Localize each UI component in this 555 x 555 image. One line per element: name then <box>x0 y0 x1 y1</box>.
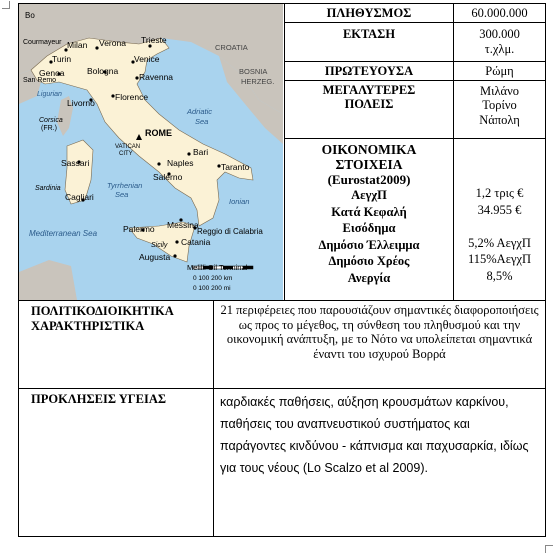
label-vatican: VATICAN <box>115 144 141 150</box>
label-tyrrhenian-sea: Sea <box>115 190 129 199</box>
label-naples: Naples <box>167 158 194 168</box>
economic-heading-line2: ΣΤΟΙΧΕΙΑ <box>335 157 403 173</box>
population-label: ΠΛΗΘΥΣΜΟΣ <box>285 4 454 23</box>
largest-cities-value <box>454 80 546 139</box>
largest-cities-label-line1: ΜΕΓΑΛΥΤΕΡΕΣ <box>322 82 416 97</box>
economic-data-label <box>285 139 454 301</box>
label-taranto: Taranto <box>221 162 250 172</box>
capital-value: Ρώμη <box>454 61 546 80</box>
label-fr: (FR.) <box>41 125 57 132</box>
largest-cities-label-line2: ΠΟΛΕΙΣ <box>344 97 394 112</box>
label-tyrrhenian: Tyrrhenian <box>107 181 143 190</box>
population-value: 60.000.000 <box>454 4 546 23</box>
label-salerno: Salerno <box>153 172 183 182</box>
health-label: ΠΡΟΚΛΗΣΕΙΣ ΥΓΕΙΑΣ <box>19 389 214 537</box>
page-corner-mark <box>2 1 10 9</box>
economic-heading-line1: ΟΙΚΟΝΟΜΙΚΑ <box>321 142 417 158</box>
economic-item-value: 34.955 € <box>477 202 522 217</box>
label-sardinia: Sardinia <box>35 185 61 192</box>
largest-cities-label <box>285 80 454 139</box>
economic-source: (Eurostat2009) <box>327 172 411 188</box>
label-venice: Venice <box>134 54 160 64</box>
economic-item-value: 115%ΑεγχΠ <box>467 252 532 267</box>
economic-item-label: ΑεγχΠ <box>351 188 387 203</box>
label-corsica: Corsica <box>39 117 63 124</box>
label-cagliari: Cagliari <box>65 192 94 202</box>
label-milan: Milan <box>67 40 88 50</box>
label-livorno: Livorno <box>67 98 95 108</box>
label-trieste: Trieste <box>141 35 167 45</box>
label-rome: ROME <box>145 128 172 138</box>
label-sanremo: San Remo <box>23 77 57 84</box>
area-value-number: 300.000 <box>479 27 520 42</box>
capital-label: ΠΡΩΤΕΥΟΥΣΑ <box>285 61 454 80</box>
admin-label-line1: ΠΟΛΙΤΙΚΟΔΙΟΙΚΗΤΙΚΑ <box>31 304 174 318</box>
admin-label-line2: ΧΑΡΑΚΤΗΡΙΣΤΙΚΑ <box>31 318 145 333</box>
label-herzeg: HERZEG. <box>241 77 275 86</box>
city-item: Τορίνο <box>482 98 517 113</box>
label-croatia: CROATIA <box>215 43 248 52</box>
label-bo: Bo <box>25 11 35 20</box>
label-adriatic-sea: Sea <box>195 117 209 126</box>
label-catania: Catania <box>181 237 211 247</box>
label-ionian: Ionian <box>229 197 250 206</box>
economic-data-values <box>454 139 546 301</box>
label-sicily: Sicily <box>151 242 168 249</box>
country-info-table <box>18 3 546 537</box>
label-bologna: Bologna <box>87 66 119 76</box>
area-value <box>454 23 546 61</box>
label-bosnia: BOSNIA <box>239 67 268 76</box>
economic-item-value: 5,2% ΑεγχΠ <box>468 235 531 250</box>
economic-item-label: Κατά Κεφαλή <box>331 204 407 219</box>
label-florence: Florence <box>115 92 149 102</box>
label-palermo: Palermo <box>123 224 155 234</box>
economic-item-value: 8,5% <box>486 268 513 283</box>
label-courmayeur: Courmayeur <box>23 39 62 46</box>
label-bari: Bari <box>193 147 209 157</box>
label-city: CITY <box>119 151 133 157</box>
economic-item-label: Δημόσιο Χρέος <box>328 254 410 269</box>
label-adriatic: Adriatic <box>187 107 213 116</box>
city-item: Νάπολη <box>479 112 520 127</box>
label-turin: Turin <box>52 54 72 64</box>
label-genoa: Genoa <box>39 68 65 78</box>
italy-map <box>19 4 285 301</box>
label-ravenna: Ravenna <box>139 72 174 82</box>
area-label: ΕΚΤΑΣΗ <box>285 23 454 61</box>
admin-label <box>19 301 214 389</box>
label-verona: Verona <box>99 38 126 48</box>
health-value: καρδιακές παθήσεις, αύξηση κρουσμάτων καρκίνου, παθήσεις του αναπνευστικού συστήματος και παράγοντες κινδύνου - κάπνισμα και παχυσαρκία, ιδίως για τους νέους (Lo Scalzo et al 2009). <box>214 389 546 537</box>
label-melilli: Melilli Oil Terminal <box>187 263 248 272</box>
label-messina: Messina <box>167 220 199 230</box>
label-augusta: Augusta <box>139 252 171 262</box>
label-ligurian: Ligurian <box>37 91 62 98</box>
economic-item-value: 1,2 τρις € <box>475 186 524 201</box>
label-scale-mi: 0 100 200 mi <box>193 285 231 292</box>
label-scale-km: 0 100 200 km <box>193 275 233 282</box>
economic-item-label: Ανεργία <box>347 270 391 285</box>
label-reggio: Reggio di Calabria <box>197 227 263 236</box>
label-sassari: Sassari <box>61 158 90 168</box>
label-mediterranean-sea: Mediterranean Sea <box>29 229 98 238</box>
admin-value: 21 περιφέρειες που παρουσιάζουν σημαντικές διαφοροποιήσεις ως προς το μέγεθος, τη σύνθεση του πληθυσμού και την οικονομική ανάπτυξη, με το Νότο να υπολείπεται σημαντικά έναντι του ισχυρού Βορρά <box>214 301 546 389</box>
area-value-unit: τ.χλμ. <box>484 41 515 56</box>
city-item: Μιλάνο <box>480 83 520 98</box>
economic-item-label: Δημόσιο Έλλειμμα <box>318 237 420 252</box>
page-corner-mark <box>545 545 553 553</box>
economic-item-label: Εισόδημα <box>342 221 396 236</box>
economic-item-value <box>454 218 545 235</box>
